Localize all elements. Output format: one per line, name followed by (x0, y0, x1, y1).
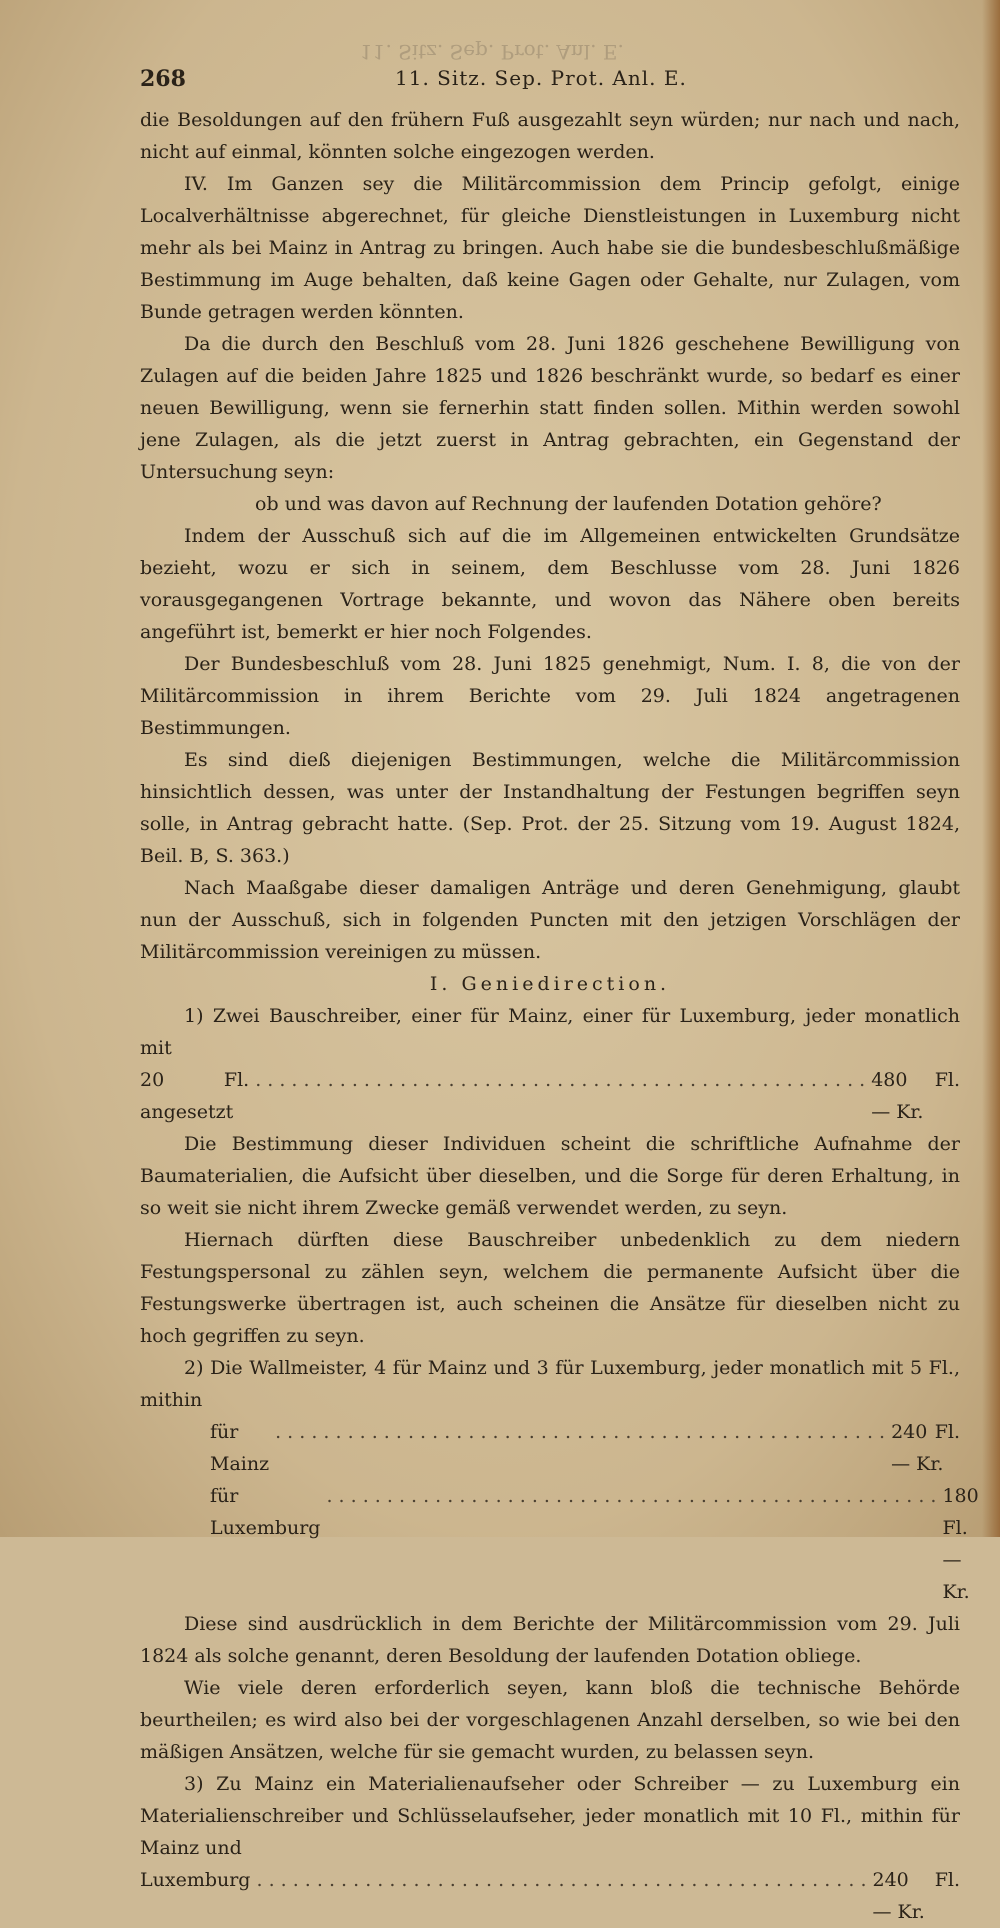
section-heading: I. Geniedirection. (429, 973, 671, 995)
page-edge (982, 0, 1000, 1537)
list-item: 1) Zwei Bauschreiber, einer für Mainz, einer für Luxemburg, jeder monatlich mit (140, 1005, 960, 1059)
bleed-through-header: 11. Sitz. Sep. Prot. Anl. E. (360, 40, 624, 64)
page-header (140, 66, 960, 96)
amount-value: 240 Fl. — Kr. (872, 1869, 960, 1923)
amount-label: für Mainz (210, 1421, 270, 1475)
amount-line (140, 1416, 960, 1480)
leader-dots: . . . . . . . . . . . . . . . . . . . . . . . . . . . . . . . . . . . . . . . . . . . . . . . . . . . (326, 1485, 937, 1507)
amount-label: 20 Fl. angesetzt (140, 1069, 250, 1123)
paragraph: Hiernach dürften diese Bauschreiber unbedenklich zu dem niedern Festungspersonal zu zählen seyn, welchem die permanente Aufsicht über die Festungswerke übertragen ist, auch scheinen die Ansätze für dieselben nicht zu hoch gegriffen zu seyn. (140, 1229, 960, 1347)
paragraph: Wie viele deren erforderlich seyen, kann bloß die technische Behörde beurtheilen; es wird also bei der vorgeschlagenen Anzahl derselben, so wie bei den mäßigen Ansätzen, welche für sie gemacht wurden, zu belassen seyn. (140, 1677, 960, 1763)
amount-value: 180 Fl. — Kr. (942, 1485, 979, 1603)
amount-value: 480 Fl. — Kr. (871, 1069, 960, 1123)
paragraph: Es sind dieß diejenigen Bestimmungen, welche die Militärcommission hinsichtlich dessen, was unter der Instandhaltung der Festungen begriffen seyn solle, in Antrag gebracht hatte. (Sep. Prot. der 25. Sitzung vom 19. August 1824, Beil. B, S. 363.) (140, 749, 960, 867)
leader-dots: . . . . . . . . . . . . . . . . . . . . . . . . . . . . . . . . . . . . . . . . . . . . . . . . . . . (256, 1869, 867, 1891)
body-text (140, 104, 979, 1928)
list-item: 2) Die Wallmeister, 4 für Mainz und 3 für Luxemburg, jeder monatlich mit 5 Fl., mithin (140, 1357, 960, 1411)
amount-line (140, 1064, 960, 1128)
paragraph: Diese sind ausdrücklich in dem Berichte der Militärcommission vom 29. Juli 1824 als solche genannt, deren Besoldung der laufenden Dotation obliege. (140, 1613, 960, 1667)
amount-line (140, 1480, 979, 1608)
amount-value: 240 Fl. — Kr. (891, 1421, 960, 1475)
leader-dots: . . . . . . . . . . . . . . . . . . . . . . . . . . . . . . . . . . . . . . . . . . . . . . . . . . . (255, 1069, 866, 1091)
paragraph: Nach Maaßgabe dieser damaligen Anträge und deren Genehmigung, glaubt nun der Ausschuß, sich in folgenden Puncten mit den jetzigen Vorschlägen der Militärcommission vereinigen zu müssen. (140, 877, 960, 963)
paragraph: Indem der Ausschuß sich auf die im Allgemeinen entwickelten Grundsätze bezieht, wozu er sich in seinem, dem Beschlusse vom 28. Juni 1826 vorausgegangenen Vortrage bekannte, und wovon das Nähere oben bereits angeführt ist, bemerkt er hier noch Folgendes. (140, 525, 960, 643)
page-number: 268 (140, 66, 186, 92)
leader-dots: . . . . . . . . . . . . . . . . . . . . . . . . . . . . . . . . . . . . . . . . . . . . . . . . . . . (275, 1421, 886, 1443)
amount-label: für Luxemburg (210, 1485, 321, 1539)
question-line: ob und was davon auf Rechnung der laufenden Dotation gehöre? (255, 493, 882, 515)
paragraph: die Besoldungen auf den frühern Fuß ausgezahlt seyn würden; nur nach und nach, nicht auf einmal, könnten solche eingezogen werden. (140, 109, 960, 163)
list-item: 3) Zu Mainz ein Materialienaufseher oder Schreiber — zu Luxemburg ein Materialienschreiber und Schlüsselaufseher, jeder monatlich mit 10 Fl., mithin für Mainz und (140, 1773, 960, 1859)
running-head: 11. Sitz. Sep. Prot. Anl. E. (395, 66, 687, 90)
paragraph: IV. Im Ganzen sey die Militärcommission dem Princip gefolgt, einige Localverhältnisse abgerechnet, für gleiche Dienstleistungen in Luxemburg nicht mehr als bei Mainz in Antrag zu bringen. Auch habe sie die bundesbeschlußmäßige Bestimmung im Auge behalten, daß keine Gagen oder Gehalte, nur Zulagen, vom Bunde getragen werden könnten. (140, 173, 960, 323)
amount-label: Luxemburg (140, 1869, 251, 1891)
paragraph: Da die durch den Beschluß vom 28. Juni 1826 geschehene Bewilligung von Zulagen auf die beiden Jahre 1825 und 1826 beschränkt wurde, so bedarf es einer neuen Bewilligung, wenn sie fernerhin statt finden sollen. Mithin werden sowohl jene Zulagen, als die jetzt zuerst in Antrag gebrachten, ein Gegenstand der Untersuchung seyn: (140, 333, 960, 483)
paragraph: Der Bundesbeschluß vom 28. Juni 1825 genehmigt, Num. I. 8, die von der Militärcommission in ihrem Berichte vom 29. Juli 1824 angetragenen Bestimmungen. (140, 653, 960, 739)
amount-line (140, 1864, 960, 1928)
paragraph: Die Bestimmung dieser Individuen scheint die schriftliche Aufnahme der Baumaterialien, die Aufsicht über dieselben, und die Sorge für deren Erhaltung, in so weit sie nicht ihrem Zwecke gemäß verwendet werden, zu seyn. (140, 1133, 960, 1219)
